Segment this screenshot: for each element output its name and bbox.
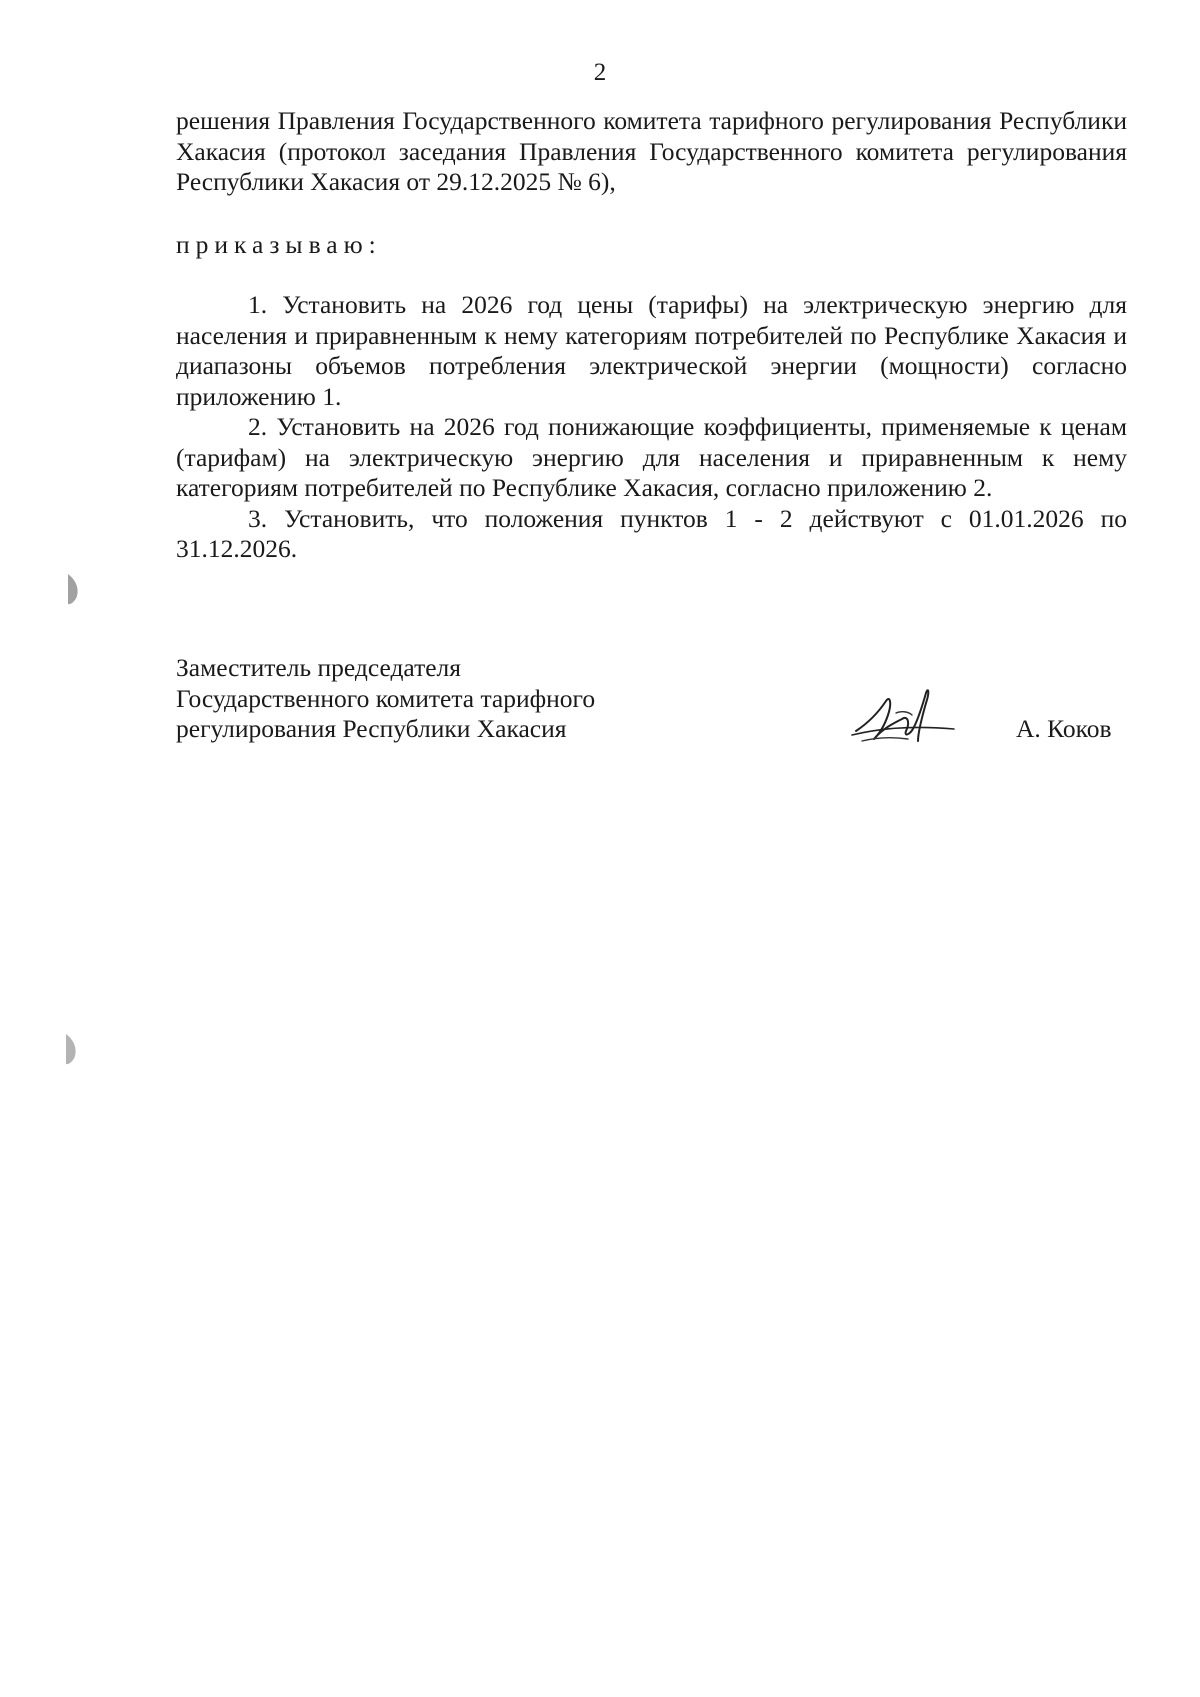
- order-items: [176, 290, 1127, 565]
- page-number: 2: [593, 59, 607, 86]
- scan-punch-mark: [66, 572, 80, 606]
- intro-paragraph: решения Правления Государственного комитета тарифного регулирования Республики Хакасия (протокол заседания Правления Государственного комитета регулирования Республики Хакасия от 29.12.2025 № 6),: [176, 106, 1127, 196]
- order-word: приказываю:: [176, 230, 382, 259]
- signatory-position: [176, 653, 595, 745]
- scan-punch-mark: [64, 1032, 78, 1066]
- order-item-2: 2. Установить на 2026 год понижающие коэффициенты, применяемые к ценам (тарифам) на электрическую энергию для населения и приравненным к нему категориям потребителей по Республике Хакасия, согласно приложению 2.: [176, 412, 1127, 502]
- signatory-position-line: Заместитель председателя: [176, 653, 461, 682]
- handwritten-signature: [848, 683, 958, 753]
- signatory-position-line: регулирования Республики Хакасия: [176, 714, 567, 743]
- order-item-1: 1. Установить на 2026 год цены (тарифы) на электрическую энергию для населения и приравненным к нему категориям потребителей по Республике Хакасия и диапазоны объемов потребления электрической энергии (мощности) согласно приложению 1.: [176, 290, 1127, 411]
- signatory-name: А. Коков: [1016, 714, 1112, 743]
- order-item-3: 3. Установить, что положения пунктов 1 - 2 действуют с 01.01.2026 по 31.12.2026.: [176, 503, 1127, 563]
- signatory-position-line: Государственного комитета тарифного: [176, 683, 596, 713]
